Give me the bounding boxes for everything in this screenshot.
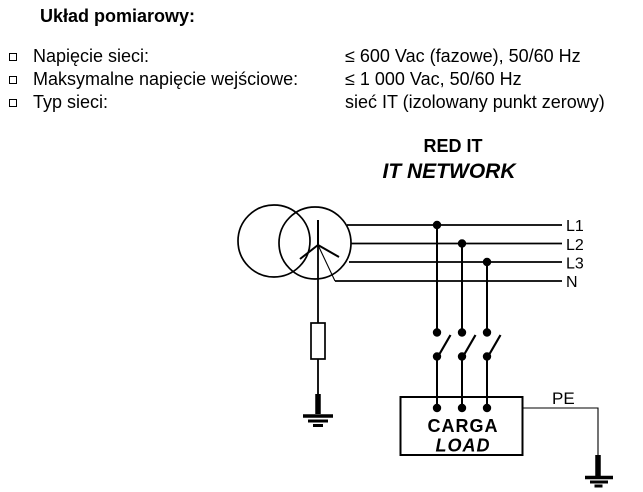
junction-dot bbox=[483, 258, 491, 266]
junction-dot bbox=[433, 221, 441, 229]
load-box bbox=[401, 397, 523, 456]
tap-wires bbox=[433, 221, 491, 333]
load-terminal-dot bbox=[458, 404, 466, 412]
label-L2: L2 bbox=[566, 237, 584, 254]
label-L1: L1 bbox=[566, 218, 584, 235]
label-L3: L3 bbox=[566, 255, 584, 273]
spec-value: ≤ 1 000 Vac, 50/60 Hz bbox=[345, 69, 522, 89]
pe-label: PE bbox=[552, 389, 575, 408]
junction-dot bbox=[458, 239, 466, 247]
grounding-impedance-icon bbox=[311, 323, 325, 359]
earth-ground-icon bbox=[303, 394, 333, 426]
diagram-title-english: IT NETWORK bbox=[382, 160, 516, 183]
load-label-spanish: CARGA bbox=[427, 416, 499, 436]
spec-label: Maksymalne napięcie wejściowe: bbox=[33, 69, 299, 89]
bus-lines bbox=[335, 218, 584, 291]
transformer-icon bbox=[238, 205, 351, 281]
load-terminal-dot bbox=[483, 404, 491, 412]
transformer-secondary-winding-circle bbox=[279, 207, 351, 279]
pe-wire bbox=[523, 408, 599, 457]
load-terminal-dot bbox=[433, 404, 441, 412]
spec-value: ≤ 600 Vac (fazowe), 50/60 Hz bbox=[345, 46, 581, 66]
spec-label: Typ sieci: bbox=[33, 92, 109, 112]
diagram-title-spanish: RED IT bbox=[423, 136, 483, 156]
transformer-primary-winding-circle bbox=[238, 205, 310, 277]
label-N: N bbox=[566, 274, 578, 291]
neutral-earthing-branch bbox=[303, 245, 333, 426]
spec-value: sieć IT (izolowany punkt zerowy) bbox=[345, 92, 605, 112]
load-label-english: LOAD bbox=[435, 435, 491, 456]
earth-ground-icon bbox=[585, 455, 613, 486]
pe-branch bbox=[523, 389, 614, 486]
page-title: Układ pomiarowy: bbox=[40, 6, 196, 26]
spec-label: Napięcie sieci: bbox=[33, 46, 150, 66]
